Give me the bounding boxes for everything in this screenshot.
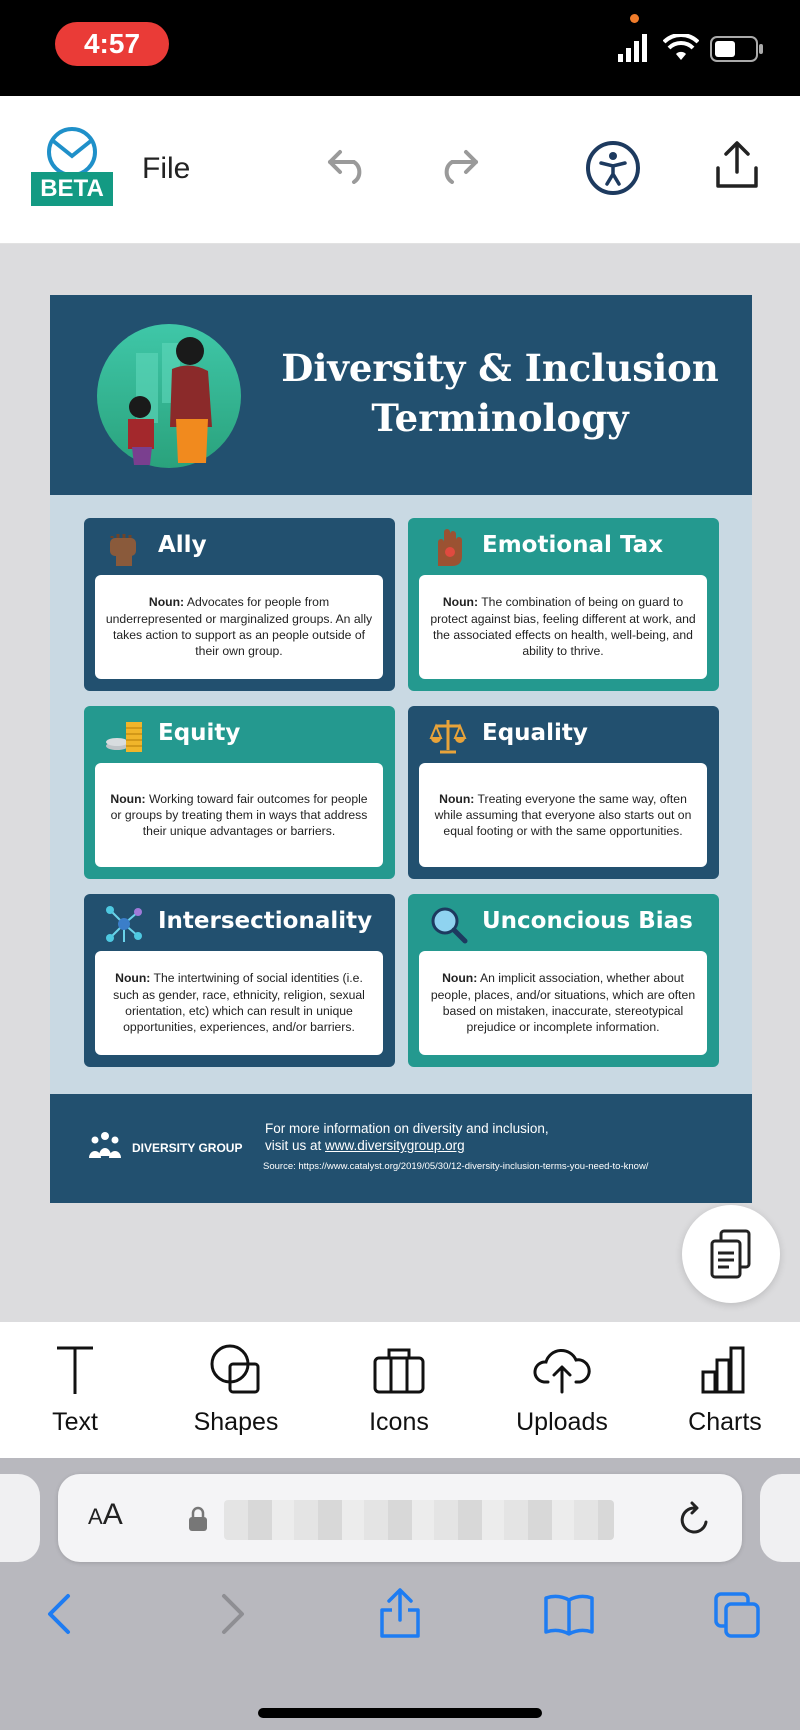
lock-icon: [188, 1506, 208, 1532]
tool-icons[interactable]: [324, 1322, 474, 1458]
card-title: Equality: [482, 720, 588, 746]
editor-tools-bar: [0, 1322, 800, 1458]
card-body: [95, 575, 383, 679]
back-icon[interactable]: [44, 1592, 74, 1636]
card-text: The intertwining of social identities (i.e. such as gender, race, ethnicity, religion, sexual orientation, etc) which can result in unique opportunities, experiences, and/or barriers.: [113, 971, 365, 1035]
card-title: Unconcious Bias: [482, 908, 693, 934]
tool-text[interactable]: [0, 1322, 150, 1458]
tool-shapes[interactable]: [161, 1322, 311, 1458]
card-intersectionality[interactable]: [84, 894, 395, 1067]
tabs-icon[interactable]: [712, 1590, 762, 1638]
tool-label: Charts: [688, 1408, 762, 1436]
card-title: Equity: [158, 720, 241, 746]
bar-chart-icon: [695, 1342, 755, 1398]
tool-label: Shapes: [193, 1408, 279, 1436]
card-ally[interactable]: [84, 518, 395, 691]
share-export-icon[interactable]: [714, 140, 760, 192]
status-bar: [0, 0, 800, 96]
noun-label: Noun:: [148, 595, 185, 610]
tool-uploads[interactable]: [487, 1322, 637, 1458]
text-icon: [45, 1342, 105, 1398]
card-text: Working toward fair outcomes for people or groups by treating them in ways that address their unique advantages or barriers.: [110, 791, 368, 839]
card-body: [419, 763, 707, 867]
text-size-button[interactable]: [88, 1498, 123, 1532]
card-equality[interactable]: [408, 706, 719, 879]
noun-label: Noun:: [115, 971, 151, 986]
card-text: An implicit association, whether about people, places, and/or situations, which are often based on mistaken, inaccurate, stereotypical prejudice or incomplete information.: [430, 971, 696, 1035]
hand-icon: [428, 528, 468, 568]
card-body: [419, 951, 707, 1055]
pages-button[interactable]: [682, 1205, 780, 1303]
tool-label: Text: [52, 1408, 98, 1436]
text-size-large-a: A: [102, 1498, 123, 1531]
noun-label: Noun:: [442, 595, 479, 610]
noun-label: Noun:: [442, 971, 478, 986]
next-tab-preview[interactable]: [760, 1474, 800, 1562]
footer-info: [265, 1120, 549, 1154]
browser-chrome: [0, 1458, 800, 1730]
bookmarks-icon[interactable]: [542, 1592, 596, 1636]
shapes-icon: [206, 1342, 266, 1398]
card-title: Emotional Tax: [482, 532, 664, 558]
footer-visit-text: visit us at: [265, 1138, 326, 1153]
reload-icon[interactable]: [678, 1500, 712, 1538]
upload-cloud-icon: [532, 1342, 592, 1398]
card-title: Ally: [158, 532, 207, 558]
file-menu[interactable]: File: [142, 152, 191, 185]
footer-website-link[interactable]: www.diversitygroup.org: [325, 1138, 465, 1153]
footer-info-line: [265, 1137, 549, 1154]
share-icon[interactable]: [376, 1586, 424, 1640]
design-title: [280, 343, 720, 443]
wifi-icon: [663, 34, 699, 62]
card-body: [95, 951, 383, 1055]
title-line-2: Terminology: [371, 396, 629, 440]
scales-icon: [428, 716, 468, 756]
app-logo-icon[interactable]: [42, 126, 102, 176]
people-group-icon: [88, 1130, 122, 1160]
pages-icon: [709, 1229, 753, 1279]
card-equity[interactable]: [84, 706, 395, 879]
app-toolbar: [0, 96, 800, 244]
family-illustration-icon: [96, 323, 242, 469]
address-bar[interactable]: [58, 1474, 742, 1562]
noun-label: Noun:: [439, 791, 475, 806]
redo-icon[interactable]: [434, 148, 480, 184]
footer-source: Source: https://www.catalyst.org/2019/05/30/12-diversity-inclusion-terms-you-need-to-know/: [263, 1161, 649, 1172]
noun-label: Noun:: [110, 791, 146, 806]
card-text: Advocates for people from underrepresented or marginalized groups. An ally takes action to support as an people outside of their own group.: [105, 595, 373, 659]
tool-label: Uploads: [516, 1408, 608, 1436]
accessibility-icon[interactable]: [585, 140, 641, 196]
card-emotional-tax[interactable]: [408, 518, 719, 691]
network-icon: [104, 904, 144, 944]
design-header: [50, 295, 752, 495]
beta-badge: BETA: [31, 172, 113, 206]
card-unconcious-bias[interactable]: [408, 894, 719, 1067]
footer-info-line: For more information on diversity and inclusion,: [265, 1121, 549, 1136]
previous-tab-preview[interactable]: [0, 1474, 40, 1562]
card-body: [95, 763, 383, 867]
icons-icon: [369, 1342, 429, 1398]
undo-icon[interactable]: [326, 148, 372, 184]
design-footer: [50, 1094, 752, 1203]
privacy-indicator-dot: [630, 14, 639, 23]
tool-label: Icons: [369, 1408, 429, 1436]
status-time: 4:57: [55, 22, 169, 66]
card-text: The combination of being on guard to protect against bias, feeling different at work, and the associated effects on health, well-being, and ability to thrive.: [430, 595, 696, 659]
battery-icon: [710, 36, 764, 62]
url-text-redacted: [224, 1500, 614, 1540]
home-indicator[interactable]: [258, 1708, 542, 1718]
text-size-small-a: A: [88, 1504, 103, 1529]
forward-icon[interactable]: [218, 1592, 248, 1636]
card-title: Intersectionality: [158, 908, 373, 934]
title-line-1: Diversity & Inclusion: [281, 346, 719, 390]
footer-brand: DIVERSITY GROUP: [132, 1141, 243, 1155]
card-body: [419, 575, 707, 679]
coins-icon: [104, 716, 144, 756]
fist-icon: [104, 528, 144, 568]
card-text: Treating everyone the same way, often while assuming that everyone also starts out on equal footing or with the same opportunities.: [434, 791, 692, 839]
magnifier-icon: [428, 904, 468, 944]
signal-icon: [618, 34, 650, 62]
tool-charts[interactable]: [650, 1322, 800, 1458]
design-canvas[interactable]: [50, 295, 752, 1203]
